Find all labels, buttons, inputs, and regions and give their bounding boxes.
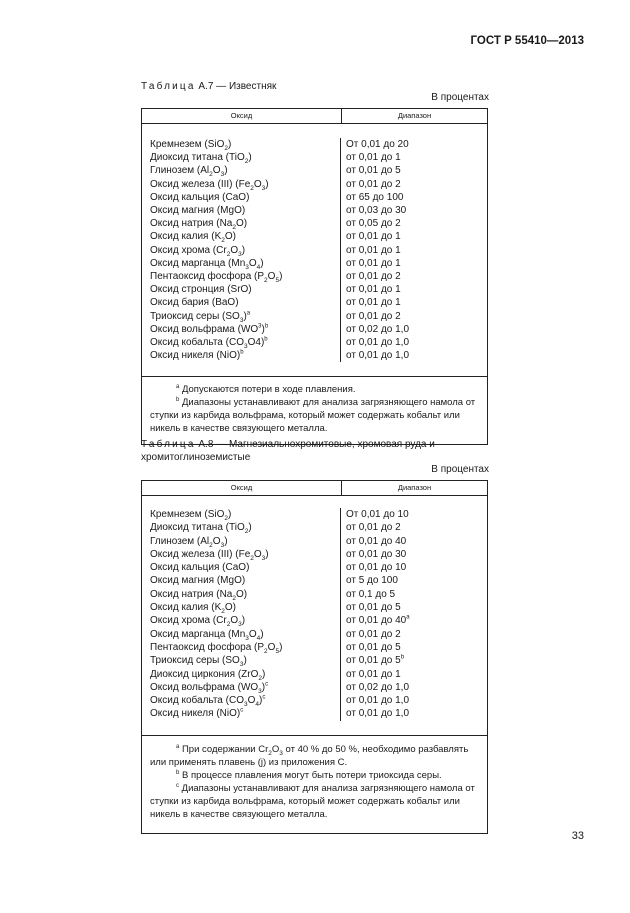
table-footnote: $^a$ Допускаются потери в ходе плавления. — [176, 384, 356, 396]
range-cell: от 0,03 до 30 — [346, 205, 407, 217]
oxide-cell: Глинозем $(Al_2O_3)$ — [150, 165, 228, 179]
table-a8-header — [142, 481, 487, 496]
oxide-cell: Оксид кальция (CaO) — [150, 562, 250, 574]
page-number: 33 — [571, 830, 584, 842]
range-cell: от 0,01 до 1 — [346, 231, 401, 243]
oxide-cell: Оксид марганца $(Mn_3O_4)$ — [150, 257, 264, 271]
range-cell: от 0,02 до 1,0 — [346, 681, 410, 693]
oxide-cell: Глинозем $(Al_2O_3)$ — [150, 535, 228, 549]
table-a7-units: В процентах — [431, 92, 489, 103]
range-cell: От 0,01 до 10 — [346, 509, 409, 520]
table-a7-body — [142, 124, 487, 376]
oxide-cell: Диоксид титана (TiO$_2$) — [150, 522, 252, 536]
table-a7 — [141, 108, 488, 445]
table-a8-title: А.8 — Магнезиальнохромитовые, хромовая руда и хромитоглиноземистые — [141, 439, 435, 463]
oxide-cell: Оксид магния (MgO) — [150, 205, 246, 217]
column-header-range: Диапазон — [397, 483, 432, 492]
table-footnote: $^c$ Диапазоны устанавливают для анализа загрязняющего намола от ступки из карбида вольфрама, который может содержать кобальт или никель в качестве связующего металла. — [150, 782, 475, 820]
range-cell: от 0,01 до 1 — [346, 152, 401, 164]
oxide-cell: Оксид хрома $(Cr_2O_3)$ — [150, 244, 246, 258]
table-a7-title: А.7 — Известняк — [198, 81, 277, 92]
column-header-oxide: Оксид — [142, 109, 342, 123]
oxide-cell: Оксид вольфрама $(WO_3)^c$ — [150, 681, 269, 695]
oxide-cell: Кремнезем (SiO$_2$) — [150, 509, 232, 522]
range-cell: от 0,01 до 1 — [346, 668, 401, 680]
range-cell: от 0,01 до 10 — [346, 562, 407, 574]
range-cell: от 0,01 до 2 — [346, 628, 401, 640]
oxide-cell: Оксид калия $(K_2O)$ — [150, 602, 236, 616]
range-cell: от 0,01 до 2 — [346, 178, 401, 190]
table-footnote: $^b$ В процессе плавления могут быть потери триоксида серы. — [176, 769, 442, 781]
document-header: ГОСТ Р 55410—2013 — [470, 35, 584, 47]
range-cell: от 0,01 до 30 — [346, 548, 407, 560]
range-cell: от 0,01 до 5 — [346, 602, 401, 614]
oxide-cell: Оксид стронция (SrO) — [150, 284, 252, 296]
range-cell: от 0,01 до 1,0 — [346, 708, 410, 720]
table-footnote: $^a$ При содержании $Cr_2O_3$ от 40 % до 50 %, необходимо разбавлять или применять плавень (j) из приложения С. — [150, 743, 469, 768]
range-cell: От 0,01 до 20 — [346, 139, 409, 150]
range-cell: от 0,01 до 40$^a$ — [346, 615, 410, 627]
range-cell: от 0,01 до 1,0 — [346, 695, 410, 707]
oxide-cell: Оксид хрома $(Cr_2O_3)$ — [150, 615, 246, 629]
oxide-cell: Пентаоксид фосфора $(P_2O_5)$ — [150, 641, 283, 655]
range-cell: от 0,01 до 1,0 — [346, 350, 410, 362]
oxide-cell: Кремнезем (SiO$_2$) — [150, 139, 232, 152]
range-cell: от 0,01 до 5 — [346, 641, 401, 653]
range-cell: от 0,01 до 40 — [346, 535, 407, 547]
oxide-cell: Оксид железа (III) $(Fe_2O_3)$ — [150, 178, 269, 192]
range-cell: от 65 до 100 — [346, 191, 404, 203]
table-a8-label: Таблица — [141, 439, 196, 450]
table-a7-label: Таблица — [141, 81, 196, 92]
table-a8-caption — [141, 438, 489, 464]
range-cell: от 0,01 до 2 — [346, 522, 401, 534]
range-cell: от 0,02 до 1,0 — [346, 323, 410, 335]
oxide-cell: Триоксид серы $(SO_3)$ — [150, 655, 247, 669]
oxide-cell: Оксид кобальта $(CO_3O_4)^c$ — [150, 694, 266, 709]
range-cell: от 0,1 до 5 — [346, 588, 396, 600]
column-header-range: Диапазон — [397, 111, 432, 120]
table-a8-notes — [142, 735, 487, 833]
table-a7-notes — [142, 376, 487, 444]
oxide-cell: Оксид натрия $(Na_2O)$ — [150, 218, 248, 232]
oxide-cell: Оксид вольфрама $(WO^3)^b$ — [150, 323, 269, 335]
oxide-cell: Оксид натрия $(Na_2O)$ — [150, 588, 248, 602]
range-cell: от 0,01 до 1 — [346, 244, 401, 256]
oxide-cell: Оксид калия $(K_2O)$ — [150, 231, 236, 245]
range-cell: от 0,01 до 2 — [346, 271, 401, 283]
range-cell: от 0,01 до 1 — [346, 297, 401, 309]
oxide-cell: Диоксид циркония (ZrO$_2$) — [150, 668, 266, 682]
range-column — [341, 138, 487, 362]
range-cell: от 0,01 до 5 — [346, 165, 401, 177]
oxide-column — [142, 138, 341, 362]
oxide-cell: Оксид марганца $(Mn_3O_4)$ — [150, 628, 264, 642]
oxide-cell: Оксид железа (III) $(Fe_2O_3)$ — [150, 548, 269, 562]
oxide-cell: Триоксид серы $(SO_3)^a$ — [150, 310, 251, 324]
table-a7-header — [142, 109, 487, 124]
range-cell: от 0,01 до 1,0 — [346, 337, 410, 349]
column-header-oxide: Оксид — [142, 481, 342, 495]
oxide-cell: Оксид кальция (CaO) — [150, 191, 250, 203]
oxide-cell: Оксид никеля (NiO)$^c$ — [150, 708, 244, 720]
oxide-cell: Оксид бария (BaO) — [150, 297, 239, 309]
oxide-cell: Оксид кобальта $(CO_3O4)^b$ — [150, 336, 268, 351]
range-cell: от 0,01 до 5$^b$ — [346, 654, 405, 667]
oxide-cell: Диоксид титана (TiO$_2$) — [150, 152, 252, 166]
range-cell: от 5 до 100 — [346, 575, 398, 587]
oxide-column — [142, 508, 341, 721]
oxide-cell: Пентаоксид фосфора $(P_2O_5)$ — [150, 271, 283, 285]
table-a8-body — [142, 496, 487, 735]
range-cell: от 0,01 до 2 — [346, 310, 401, 322]
range-column — [341, 508, 487, 721]
oxide-cell: Оксид магния (MgO) — [150, 575, 246, 587]
table-a8 — [141, 480, 488, 834]
oxide-cell: Оксид никеля (NiO)$^b$ — [150, 349, 244, 362]
range-cell: от 0,01 до 1 — [346, 257, 401, 269]
table-a8-units: В процентах — [431, 464, 489, 475]
range-cell: от 0,05 до 2 — [346, 218, 401, 230]
range-cell: от 0,01 до 1 — [346, 284, 401, 296]
table-footnote: $^b$ Диапазоны устанавливают для анализа загрязняющего намола от ступки из карбида вольфрама, который может содержать кобальт или никель в качестве связующего металла. — [150, 397, 476, 435]
